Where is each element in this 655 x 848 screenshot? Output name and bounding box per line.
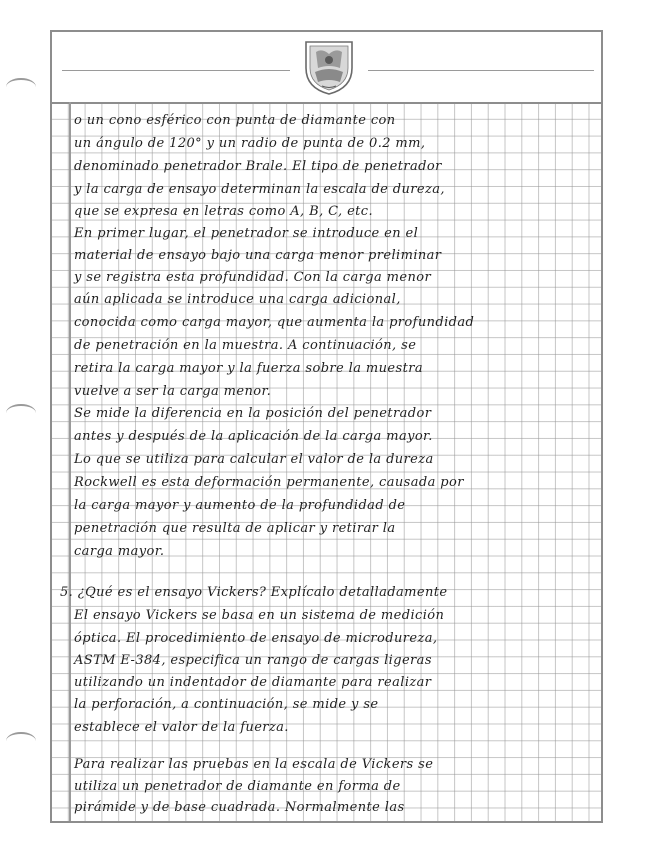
text-line: Para realizar las pruebas en la escala de Vickers se [74, 757, 434, 772]
university-seal-icon [302, 38, 356, 96]
text-line: ASTM E-384, especifica un rango de cargas ligeras [74, 653, 432, 668]
binder-hole-1 [6, 78, 36, 96]
text-line: y la carga de ensayo determinan la escala de dureza, [74, 182, 445, 197]
text-line: o un cono esférico con punta de diamante con [74, 113, 396, 128]
binder-hole-3 [6, 732, 36, 750]
text-line: conocida como carga mayor, que aumenta la profundidad [74, 315, 475, 330]
text-line: de penetración en la muestra. A continuación, se [74, 338, 417, 353]
text-line: Rockwell es esta deformación permanente, causada por [74, 475, 464, 490]
text-line: establece el valor de la fuerza. [74, 720, 289, 735]
text-line: Lo que se utiliza para calcular el valor de la dureza [74, 452, 434, 467]
text-line: y se registra esta profundidad. Con la carga menor [74, 270, 432, 285]
question-heading: 5. ¿Qué es el ensayo Vickers? Explícalo detalladamente [60, 585, 448, 600]
text-line: pirámide y de base cuadrada. Normalmente las [74, 800, 405, 815]
text-line: retira la carga mayor y la fuerza sobre la muestra [74, 361, 423, 376]
text-line: material de ensayo bajo una carga menor preliminar [74, 248, 442, 263]
text-line: utiliza un penetrador de diamante en forma de [74, 779, 401, 794]
text-line: carga mayor. [74, 544, 165, 559]
text-line: la carga mayor y aumento de la profundidad de [74, 498, 406, 513]
page-header [52, 32, 601, 104]
text-line: la perforación, a continuación, se mide y se [74, 697, 379, 712]
binder-hole-2 [6, 404, 36, 422]
text-line: vuelve a ser la carga menor. [74, 384, 272, 399]
text-line: Se mide la diferencia en la posición del penetrador [74, 406, 432, 421]
text-line: En primer lugar, el penetrador se introduce en el [74, 226, 419, 241]
margin-rule [69, 102, 71, 821]
notebook-page [50, 30, 603, 823]
text-line: un ángulo de 120° y un radio de punta de 0.2 mm, [74, 136, 426, 151]
header-rule-right [368, 70, 594, 71]
text-line: penetración que resulta de aplicar y retirar la [74, 521, 396, 536]
header-rule-left [62, 70, 290, 71]
text-line: utilizando un indentador de diamante para realizar [74, 675, 432, 690]
text-line: óptica. El procedimiento de ensayo de microdureza, [74, 631, 438, 646]
text-line: denominado penetrador Brale. El tipo de penetrador [74, 159, 442, 174]
text-line: antes y después de la aplicación de la carga mayor. [74, 429, 433, 444]
text-line: aún aplicada se introduce una carga adicional, [74, 292, 401, 307]
text-line: que se expresa en letras como A, B, C, etc. [74, 204, 374, 219]
text-line: El ensayo Vickers se basa en un sistema de medición [74, 608, 445, 623]
